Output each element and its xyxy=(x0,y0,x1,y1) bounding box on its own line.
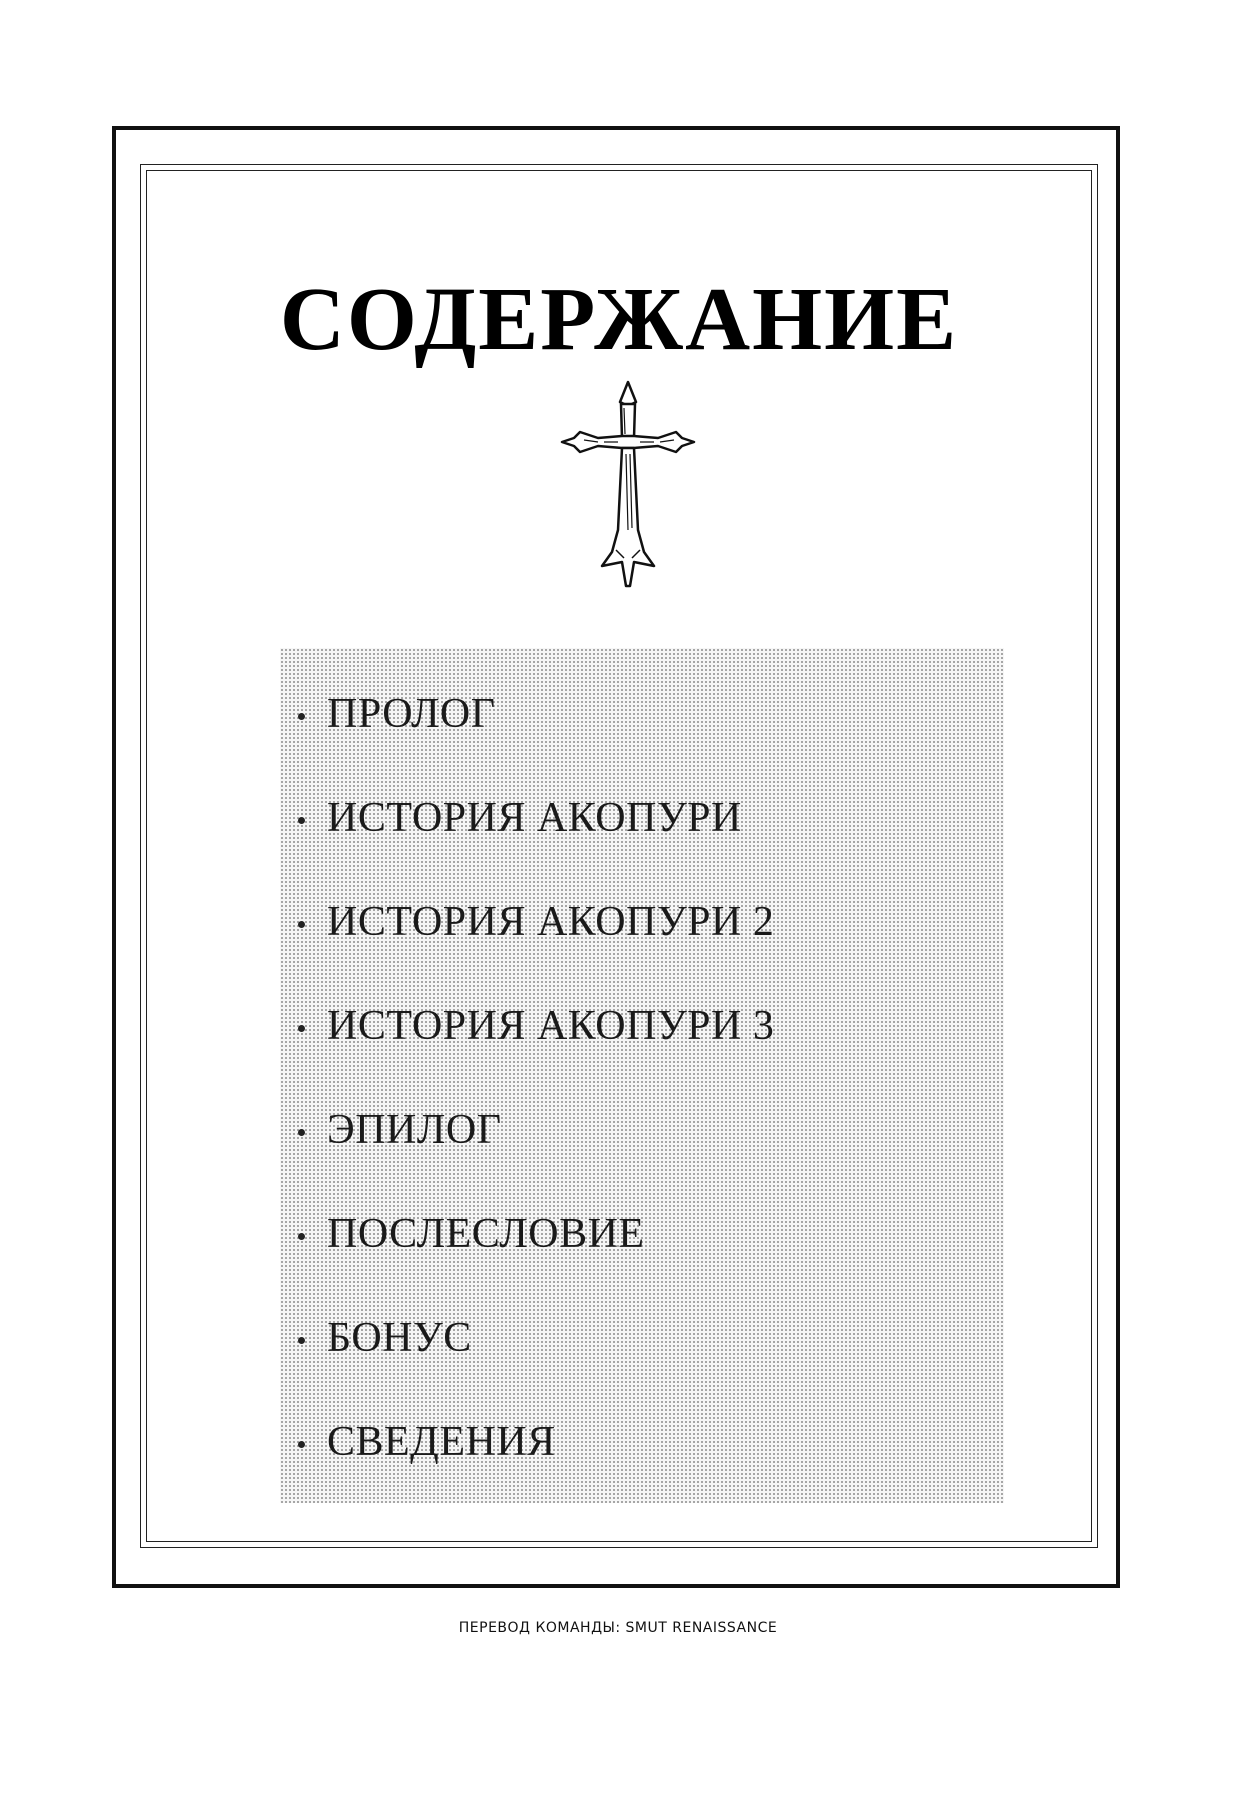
toc-item-story-1 xyxy=(298,788,742,848)
toc-item-epilogue xyxy=(298,1100,502,1160)
toc-item-label: БОНУС xyxy=(327,1315,472,1361)
bullet-icon xyxy=(298,713,305,720)
page-title: СОДЕРЖАНИЕ xyxy=(279,270,959,369)
bullet-icon xyxy=(298,1233,305,1240)
toc-item-label: ИСТОРИЯ АКОПУРИ 2 xyxy=(327,899,775,945)
toc-item-afterword xyxy=(298,1204,645,1264)
bullet-icon xyxy=(298,1337,305,1344)
toc-item-label: ИСТОРИЯ АКОПУРИ 3 xyxy=(327,1003,775,1049)
bullet-icon xyxy=(298,1441,305,1448)
toc-item-label: ИСТОРИЯ АКОПУРИ xyxy=(327,795,742,841)
toc-item-story-3 xyxy=(298,996,774,1056)
toc-item-label: СВЕДЕНИЯ xyxy=(327,1419,556,1465)
toc-item-label: ПОСЛЕСЛОВИЕ xyxy=(327,1211,645,1257)
toc-item-label: ПРОЛОГ xyxy=(327,691,496,737)
toc-panel xyxy=(280,648,1004,1503)
bullet-icon xyxy=(298,921,305,928)
toc-item-label: ЭПИЛОГ xyxy=(327,1107,502,1153)
bullet-icon xyxy=(298,1025,305,1032)
bullet-icon xyxy=(298,817,305,824)
toc-item-story-2 xyxy=(298,892,774,952)
translation-credit: ПЕРЕВОД КОМАНДЫ: SMUT RENAISSANCE xyxy=(458,1620,778,1636)
cross-icon xyxy=(558,380,698,590)
toc-item-prologue xyxy=(298,684,496,744)
toc-item-bonus xyxy=(298,1308,472,1368)
toc-item-info xyxy=(298,1412,556,1472)
bullet-icon xyxy=(298,1129,305,1136)
